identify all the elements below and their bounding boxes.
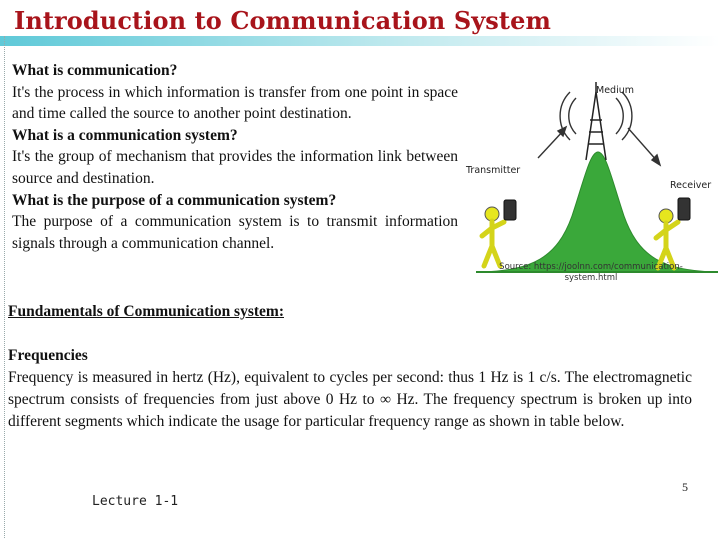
medium-label: Medium	[596, 85, 634, 96]
slide-title: Introduction to Communication System	[14, 6, 551, 35]
left-margin-rule	[4, 36, 5, 538]
answer-purpose: The purpose of a communication system is to transmit information signals through a communication channel.	[12, 213, 458, 252]
transmitter-label: Transmitter	[466, 165, 521, 176]
question-purpose: What is the purpose of a communication system?	[12, 191, 337, 209]
frequencies-paragraph: Frequency is measured in hertz (Hz), equivalent to cycles per second: thus 1 Hz is 1 c/s. The electromagnetic spectrum consists of frequencies from just above 0 Hz to ∞ Hz. The frequency spectrum is broken up into different segments which indicate the usage for particular frequency range as shown in table below.	[8, 369, 692, 430]
answer-communication: It's the process in which information is transfer from one point in space and time called the source to another point destination.	[12, 83, 458, 123]
figure-caption: Source: https://joolnn.com/communication-system.html	[499, 262, 683, 283]
radio-waves	[560, 92, 632, 140]
receiver-person-icon	[656, 198, 690, 268]
receiver-label: Receiver	[670, 180, 712, 191]
page-number: 5	[682, 480, 688, 494]
answer-communication-system: It's the group of mechanism that provides the information link between source and destination.	[12, 148, 458, 187]
question-communication: What is communication?	[12, 62, 178, 79]
section-title-fundamentals: Fundamentals of Communication system:	[8, 303, 284, 320]
footer-lecture-label: Lecture 1-1	[92, 494, 179, 509]
question-communication-system: What is a communication system?	[12, 126, 238, 144]
title-accent-bar	[0, 36, 720, 46]
frequencies-block	[8, 345, 692, 433]
frequencies-heading: Frequencies	[8, 347, 88, 364]
intro-text-block	[12, 60, 458, 254]
transmitter-person-icon	[482, 200, 516, 266]
